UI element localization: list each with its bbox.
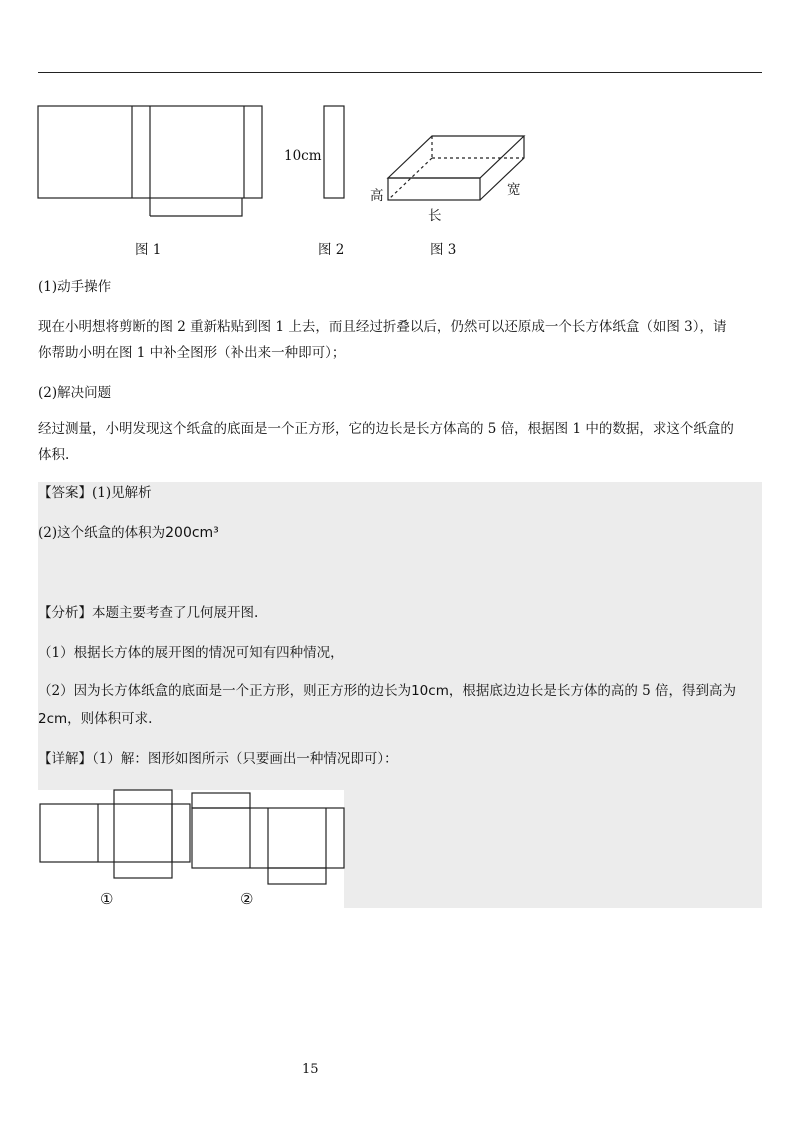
analysis-line2: （1）根据长方体的展开图的情况可知有四种情况， bbox=[38, 645, 344, 661]
answer-part2-text: (2)这个纸盒的体积为 bbox=[38, 525, 166, 541]
answer-part1: (1)见解析 bbox=[92, 485, 152, 501]
part2-text-line2: 体积. bbox=[38, 447, 70, 463]
analysis-line3-prefix: （2）因为长方体纸盒的底面是一个正方形，则正方形的边长为 bbox=[38, 683, 412, 699]
analysis-intro: 本题主要考查了几何展开图. bbox=[92, 605, 259, 621]
figure-2-dimension: 10cm bbox=[284, 148, 322, 164]
figure-2-caption: 图 2 bbox=[318, 242, 345, 258]
analysis-tag: 【分析】 bbox=[38, 605, 92, 621]
part1-text-line2: 你帮助小明在图 1 中补全图形（补出来一种即可）； bbox=[38, 345, 346, 361]
analysis-height-value: 2cm bbox=[38, 711, 68, 727]
figure-3-length-label: 长 bbox=[428, 208, 442, 224]
page-number: 15 bbox=[302, 1062, 319, 1077]
figure-3-height-label: 高 bbox=[370, 188, 384, 204]
solution-label-1: ① bbox=[100, 890, 114, 908]
figure-3-caption: 图 3 bbox=[430, 242, 457, 258]
analysis-line3-suffix: ，根据底边边长是长方体的高的 5 倍，得到高为 bbox=[448, 683, 737, 699]
part1-title: (1)动手操作 bbox=[38, 279, 112, 295]
detail-tag: 【详解】 bbox=[38, 751, 92, 767]
analysis-side-value: 10cm bbox=[411, 683, 449, 699]
part1-text-line1: 现在小明想将剪断的图 2 重新粘贴到图 1 上去，而且经过折叠以后，仍然可以还原成一个长方体纸盒（如图 3），请 bbox=[38, 319, 727, 335]
solution-label-2: ② bbox=[240, 890, 254, 908]
part2-title: (2)解决问题 bbox=[38, 385, 112, 401]
figure-1-caption: 图 1 bbox=[135, 242, 162, 258]
part2-text-line1: 经过测量，小明发现这个纸盒的底面是一个正方形，它的边长是长方体高的 5 倍，根据图 1 中的数据，求这个纸盒的 bbox=[38, 421, 734, 437]
detail-text: （1）解：图形如图所示（只要画出一种情况即可）： bbox=[92, 751, 398, 767]
answer-volume-value: 200cm³ bbox=[165, 525, 219, 541]
figure-3-width-label: 宽 bbox=[507, 182, 521, 198]
answer-tag: 【答案】 bbox=[38, 485, 92, 501]
analysis-line4-suffix: ，则体积可求. bbox=[67, 711, 153, 727]
